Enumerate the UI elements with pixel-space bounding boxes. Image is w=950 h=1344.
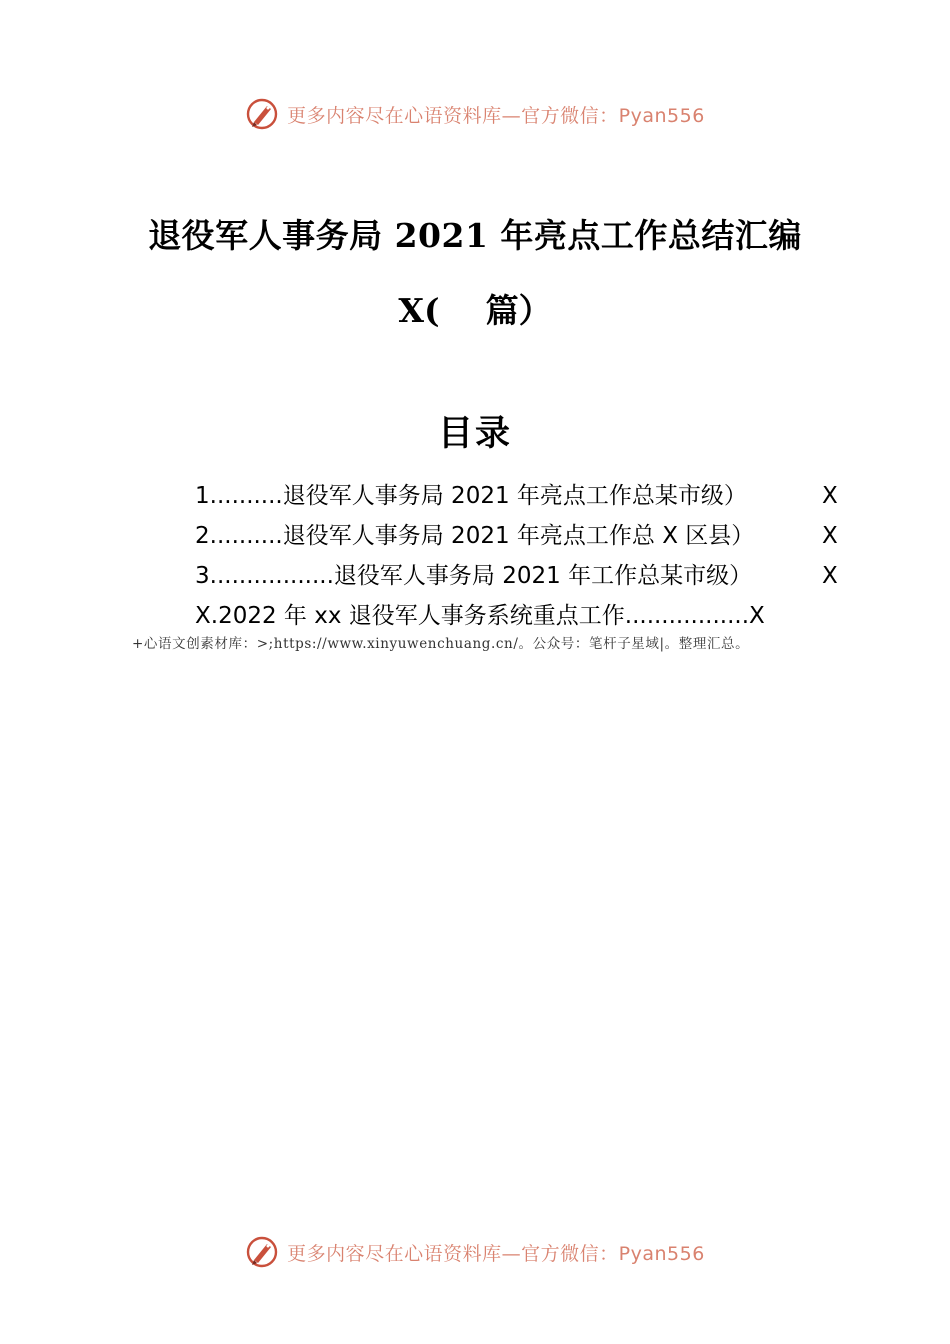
table-of-contents <box>195 476 845 636</box>
toc-entry-text: 1..........退役军人事务局 2021 年亮点工作总某市级） <box>195 483 747 509</box>
toc-entry-page: X <box>822 523 838 549</box>
toc-entry-page: X <box>822 483 838 509</box>
document-subtitle: X( 篇） <box>398 291 552 330</box>
toc-entry-text: 3.................退役军人事务局 2021 年工作总某市级） <box>195 563 753 589</box>
toc-entry[interactable] <box>195 516 845 556</box>
toc-heading: 目录 <box>437 413 512 454</box>
watermark-wechat-id: Pyan556 <box>618 104 705 127</box>
toc-entry-text: X.2022 年 xx 退役军人事务系统重点工作................. <box>195 603 750 629</box>
toc-entry[interactable] <box>195 476 845 516</box>
watermark-wechat-id: Pyan556 <box>618 1242 705 1265</box>
watermark-text: 更多内容尽在心语资料库—官方微信：Pyan556 <box>287 104 705 127</box>
bottom-watermark-banner <box>0 1232 950 1272</box>
toc-entry-text: 2..........退役军人事务局 2021 年亮点工作总 X 区县） <box>195 523 755 549</box>
toc-entry-page: X <box>749 603 765 629</box>
toc-entry-page: X <box>822 563 838 589</box>
pen-nib-seal-icon <box>245 97 279 131</box>
watermark-text: 更多内容尽在心语资料库—官方微信：Pyan556 <box>287 1242 705 1265</box>
toc-entry[interactable] <box>195 556 845 596</box>
document-title: 退役军人事务局 2021 年亮点工作总结汇编 <box>148 216 802 255</box>
top-watermark-banner <box>0 94 950 134</box>
toc-entry[interactable] <box>195 596 845 636</box>
pen-nib-seal-icon <box>245 1235 279 1269</box>
source-footnote: +心语文创素材库：>;https://www.xinyuwenchuang.cn/。公众号：笔杆子星域|。整理汇总。 <box>132 636 750 652</box>
